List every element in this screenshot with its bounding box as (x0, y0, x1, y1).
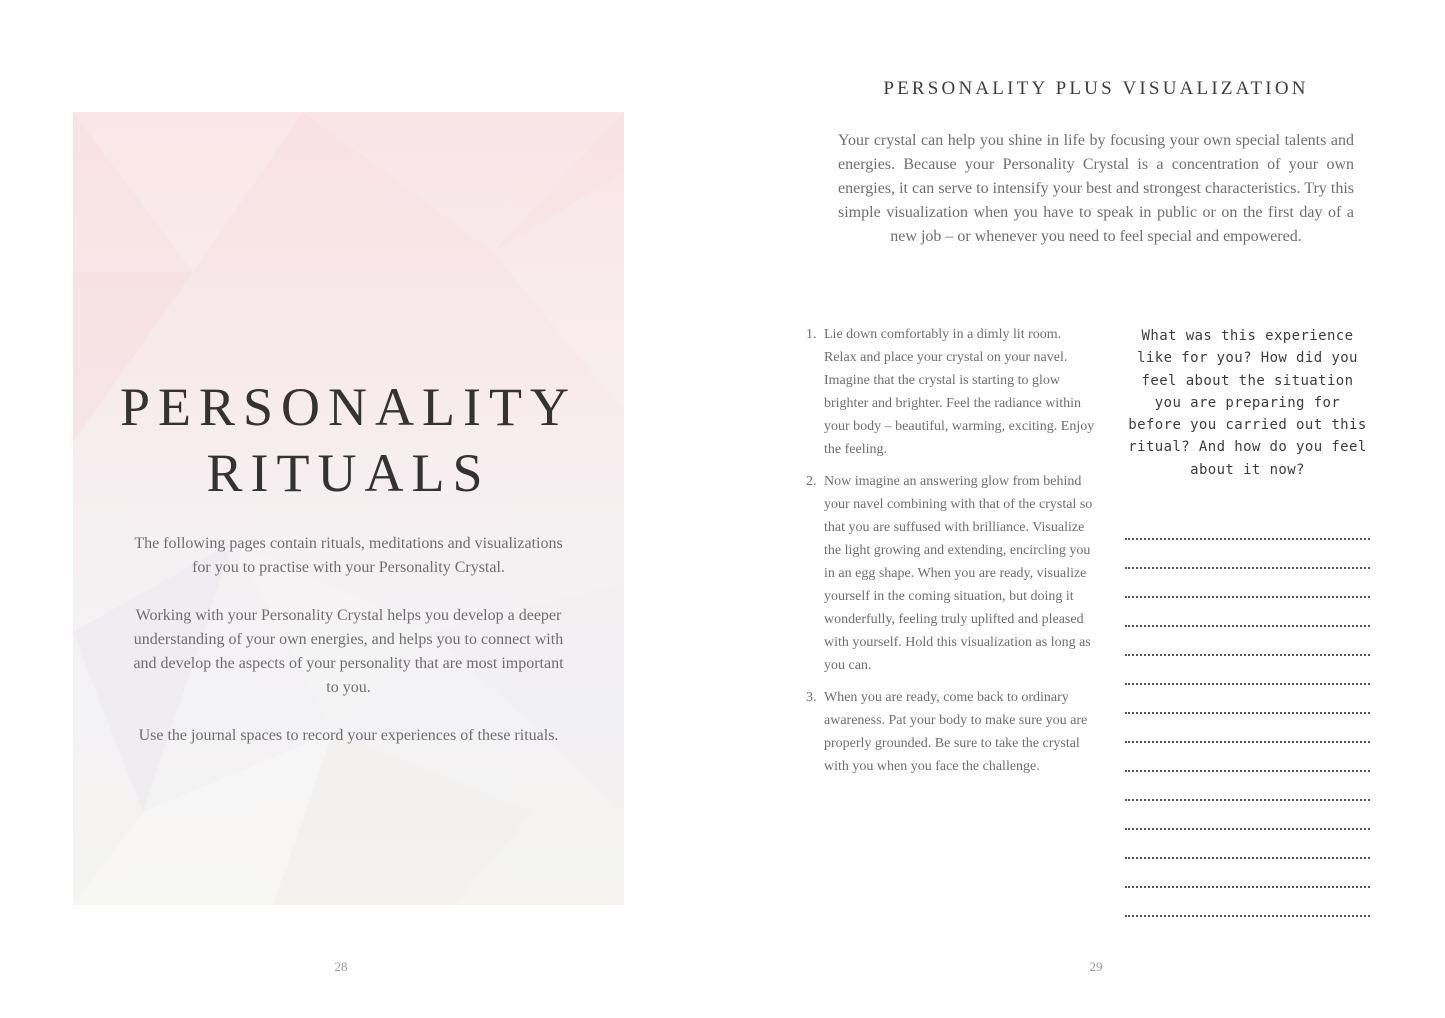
ritual-step (806, 686, 1096, 778)
ritual-steps (806, 323, 1096, 787)
step-text: When you are ready, come back to ordinary awareness. Pat your body to make sure you are properly grounded. Be sure to take the crystal with you when you face the challenge. (824, 690, 1088, 774)
journal-writing-line[interactable] (1125, 540, 1370, 569)
journal-writing-line[interactable] (1125, 569, 1370, 598)
journal-writing-line[interactable] (1125, 511, 1370, 540)
journal-writing-line[interactable] (1125, 627, 1370, 656)
chapter-title-line-1: PERSONALITY (119, 377, 577, 437)
intro-paragraph: Working with your Personality Crystal helps you develop a deeper understanding of your own energies, and helps you to connect with and develop the aspects of your personality that are most important to you. (133, 607, 564, 696)
section-heading: PERSONALITY PLUS VISUALIZATION (883, 78, 1309, 99)
step-number: 1. (806, 327, 817, 342)
step-number: 2. (806, 474, 817, 489)
journal-writing-line[interactable] (1125, 772, 1370, 801)
page-number-right: 29 (1089, 959, 1103, 974)
intro-paragraph: The following pages contain rituals, meditations and visualizations for you to practise with your Personality Crystal. (134, 535, 563, 576)
chapter-title (73, 374, 624, 506)
step-number: 3. (806, 690, 817, 705)
journal-lines (1125, 511, 1370, 917)
chapter-opener-panel (73, 112, 624, 905)
step-text: Now imagine an answering glow from behind your navel combining with that of the crystal so that you are suffused with brilliance. Visualize the light growing and extending, encircling you in an egg shape. When you are ready, visualize yourself in the coming situation, but doing it wonderfully, feeling truly uplifted and pleased with yourself. Hold this visualization as long as you can. (824, 474, 1093, 673)
journal-writing-line[interactable] (1125, 801, 1370, 830)
journal-box (1125, 325, 1370, 481)
journal-writing-line[interactable] (1125, 859, 1370, 888)
crystal-facet-pattern (73, 112, 624, 905)
journal-writing-line[interactable] (1125, 656, 1370, 685)
journal-writing-line[interactable] (1125, 598, 1370, 627)
chapter-title-line-2: RITUALS (206, 443, 491, 503)
journal-writing-line[interactable] (1125, 830, 1370, 859)
page-number-left: 28 (334, 959, 348, 974)
chapter-intro (133, 532, 564, 772)
intro-paragraph: Use the journal spaces to record your experiences of these rituals. (138, 727, 559, 744)
journal-writing-line[interactable] (1125, 743, 1370, 772)
step-text: Lie down comfortably in a dimly lit room. Relax and place your crystal on your navel. Imagine that the crystal is starting to glow brighter and brighter. Feel the radiance within your body – beautiful, warming, exciting. Enjoy the feeling. (824, 327, 1095, 457)
journal-writing-line[interactable] (1125, 888, 1370, 917)
journal-writing-line[interactable] (1125, 685, 1370, 714)
section-intro: Your crystal can help you shine in life by focusing your own special talents and energies. Because your Personality Crystal is a concentration of your own energies, it can serve to intensify your best and strongest characteristics. Try this simple visualization when you have to speak in public or on the first day of a new job – or whenever you need to feel special and empowered. (838, 132, 1354, 245)
journal-prompt: What was this experience like for you? How did you feel about the situation you are preparing for before you carried out this ritual? And how do you feel about it now? (1128, 328, 1367, 478)
journal-writing-line[interactable] (1125, 714, 1370, 743)
ritual-step (806, 470, 1096, 677)
ritual-step (806, 323, 1096, 461)
